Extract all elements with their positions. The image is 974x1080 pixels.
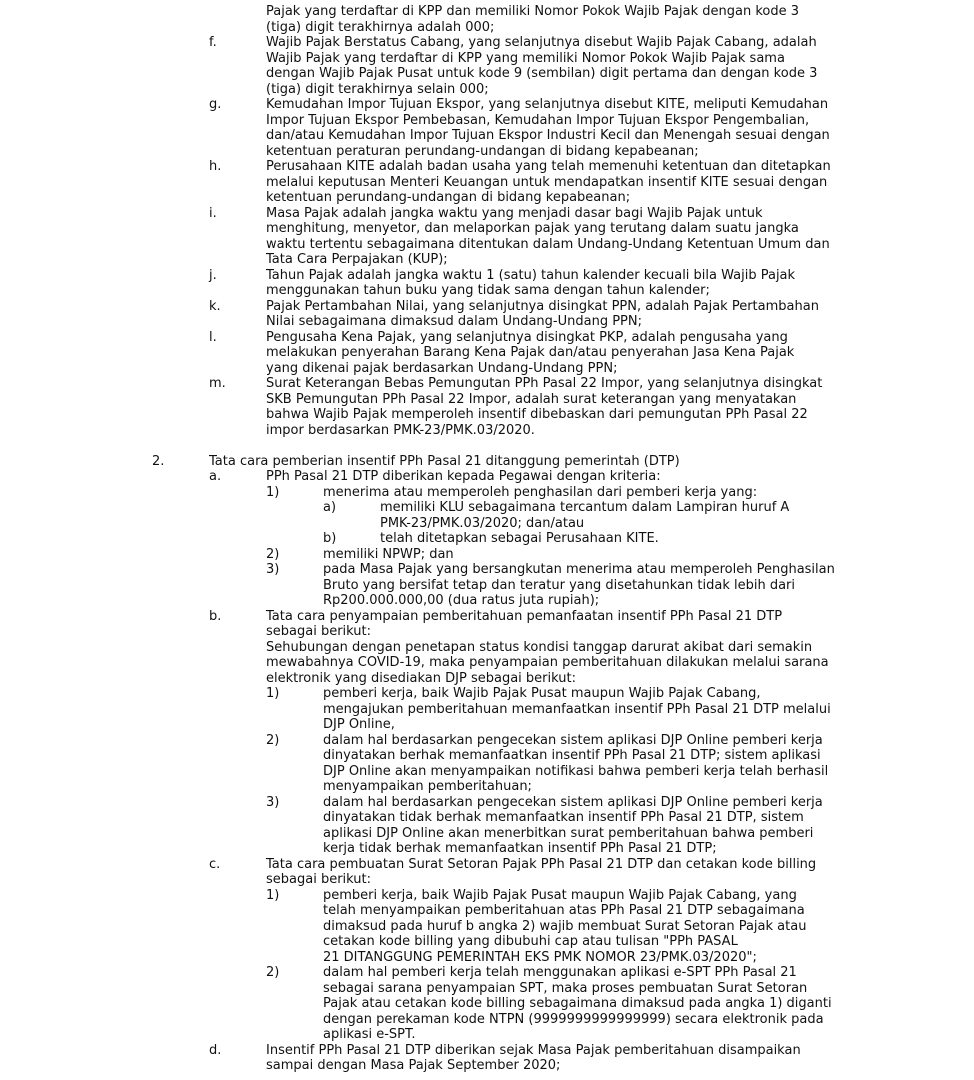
- list-item: [0, 888, 974, 966]
- text-line: DJP Online akan menyampaikan notifikasi bahwa pemberi kerja telah berhasil: [323, 763, 829, 779]
- text-line: SKB Pemungutan PPh Pasal 22 Impor, adalah surat keterangan yang menyatakan: [266, 391, 797, 407]
- text-line: DJP Online,: [323, 717, 395, 732]
- text-line: Tata Cara Perpajakan (KUP);: [266, 252, 448, 267]
- list-item: [0, 1043, 974, 1074]
- text-line: Sehubungan dengan penetapan status kondisi tanggap darurat akibat dari semakin: [266, 639, 813, 655]
- text-line: sebagai berikut:: [266, 872, 372, 887]
- item-lines: [266, 376, 974, 438]
- text-line: dengan Wajib Pajak Pusat untuk kode 9 (sembilan) digit pertama dan dengan kode 3: [266, 66, 818, 81]
- text-line: yang dikenai pajak berdasarkan Undang-Undang PPN;: [266, 360, 618, 376]
- text-line: pada Masa Pajak yang bersangkutan menerima atau memperoleh Penghasilan: [323, 562, 835, 577]
- text-line: Perusahaan KITE adalah badan usaha yang telah memenuhi ketentuan dan ditetapkan: [266, 159, 831, 174]
- list-item: [0, 609, 974, 687]
- item-lines: [266, 857, 974, 888]
- list-item: [0, 500, 974, 531]
- item-lines: [323, 965, 974, 1043]
- item-lines: [266, 4, 974, 35]
- text-line: cetakan kode billing yang dibubuhi cap atau tulisan "PPh PASAL: [323, 934, 738, 949]
- list-marker: d.: [209, 1042, 222, 1058]
- text-line: bahwa Wajib Pajak memperoleh insentif dibebaskan dari pemungutan PPh Pasal 22: [266, 407, 808, 422]
- text-line: menyampaikan pemberitahuan;: [323, 779, 532, 794]
- item-lines: [209, 454, 974, 470]
- list-item: [0, 35, 974, 97]
- text-line: menggunakan tahun buku yang tidak sama dengan tahun kalender;: [266, 283, 710, 298]
- item-lines: [380, 531, 974, 547]
- text-line: mengajukan pemberitahuan memanfaatkan insentif PPh Pasal 21 DTP melalui: [323, 701, 831, 717]
- text-line: telah ditetapkan sebagai Perusahaan KITE.: [380, 531, 659, 546]
- text-line: ketentuan perundang-undangan di bidang kepabeanan;: [266, 190, 631, 205]
- list-marker: c.: [209, 856, 221, 872]
- text-line: Masa Pajak adalah jangka waktu yang menjadi dasar bagi Wajib Pajak untuk: [266, 205, 763, 221]
- list-marker: f.: [209, 35, 217, 50]
- list-item: [0, 454, 974, 470]
- text-line: Wajib Pajak Berstatus Cabang, yang selanjutnya disebut Wajib Pajak Cabang, adalah: [266, 35, 817, 50]
- text-line: kerja tidak berhak memanfaatkan insentif PPh Pasal 21 DTP;: [323, 841, 717, 856]
- list-marker: 2): [266, 546, 280, 562]
- text-line: dalam hal pemberi kerja telah menggunakan aplikasi e-SPT PPh Pasal 21: [323, 965, 797, 980]
- list-item: [0, 562, 974, 609]
- item-lines: [323, 733, 974, 795]
- list-marker: 2): [266, 732, 280, 748]
- text-line: Tata cara pembuatan Surat Setoran Pajak PPh Pasal 21 DTP dan cetakan kode billing: [266, 856, 817, 872]
- item-lines: [323, 888, 974, 966]
- list-marker: 1): [266, 484, 280, 500]
- text-line: dan/atau Kemudahan Impor Tujuan Ekspor Industri Kecil dan Menengah sesuai dengan: [266, 128, 830, 143]
- item-lines: [323, 485, 974, 501]
- list-marker: 3): [266, 562, 280, 577]
- list-marker: a.: [209, 469, 222, 484]
- text-line: Nilai sebagaimana dimaksud dalam Undang-Undang PPN;: [266, 314, 642, 329]
- text-line: dalam hal berdasarkan pengecekan sistem aplikasi DJP Online pemberi kerja: [323, 732, 823, 748]
- item-lines: [266, 35, 974, 97]
- item-lines: [266, 1043, 974, 1074]
- item-lines: [323, 547, 974, 563]
- item-lines: [323, 562, 974, 609]
- item-lines: [323, 795, 974, 857]
- list-item: [0, 4, 974, 35]
- list-item: [0, 686, 974, 733]
- list-item: [0, 485, 974, 501]
- text-line: aplikasi DJP Online akan menerbitkan surat pemberitahuan bahwa pemberi: [323, 825, 814, 841]
- list-marker: 1): [266, 686, 280, 701]
- text-line: melalui keputusan Menteri Keuangan untuk mendapatkan insentif KITE sesuai dengan: [266, 174, 828, 190]
- item-lines: [266, 159, 974, 206]
- list-item: [0, 268, 974, 299]
- text-line: sampai dengan Masa Pajak September 2020;: [266, 1058, 561, 1073]
- text-line: Tahun Pajak adalah jangka waktu 1 (satu) tahun kalender kecuali bila Wajib Pajak: [266, 267, 796, 283]
- list-item: [0, 206, 974, 268]
- text-line: Pengusaha Kena Pajak, yang selanjutnya disingkat PKP, adalah pengusaha yang: [266, 329, 788, 345]
- text-line: mewabahnya COVID-19, maka penyampaian pemberitahuan dilakukan melalui sarana: [266, 655, 829, 670]
- item-lines: [266, 469, 974, 485]
- text-line: menerima atau memperoleh penghasilan dari pemberi kerja yang:: [323, 484, 758, 500]
- text-line: (tiga) digit terakhirnya adalah 000;: [266, 19, 495, 35]
- list-marker: b): [323, 531, 337, 546]
- list-marker: a): [323, 500, 337, 515]
- list-marker: m.: [209, 376, 226, 391]
- list-marker: i.: [209, 205, 217, 221]
- item-lines: [266, 206, 974, 268]
- list-item: [0, 159, 974, 206]
- text-line: Impor Tujuan Ekspor Pembebasan, Kemudahan Impor Tujuan Ekspor Pengembalian,: [266, 112, 810, 128]
- text-line: (tiga) digit terakhirnya selain 000;: [266, 81, 489, 97]
- list-item: [0, 97, 974, 159]
- text-line: Rp200.000.000,00 (dua ratus juta rupiah);: [323, 593, 600, 608]
- list-item: [0, 547, 974, 563]
- text-line: melakukan penyerahan Barang Kena Pajak dan/atau penyerahan Jasa Kena Pajak: [266, 345, 795, 360]
- item-lines: [266, 299, 974, 330]
- text-line: dalam hal berdasarkan pengecekan sistem aplikasi DJP Online pemberi kerja: [323, 794, 823, 810]
- list-item: [0, 965, 974, 1043]
- list-marker: g.: [209, 97, 222, 112]
- list-marker: b.: [209, 608, 222, 624]
- text-line: aplikasi e-SPT.: [323, 1027, 416, 1042]
- text-line: Pajak atau cetakan kode billing sebagaimana dimaksud pada angka 1) diganti: [323, 996, 832, 1011]
- list-item: [0, 299, 974, 330]
- list-item: [0, 733, 974, 795]
- text-line: dinyatakan tidak berhak memanfaatkan insentif PPh Pasal 21 DTP, sistem: [323, 810, 804, 825]
- text-line: waktu tertentu sebagaimana ditentukan dalam Undang-Undang Ketentuan Umum dan: [266, 236, 830, 252]
- list-item: [0, 795, 974, 857]
- list-marker: 2.: [152, 453, 165, 469]
- text-line: menghitung, menyetor, dan melaporkan pajak yang terutang dalam suatu jangka: [266, 221, 799, 236]
- text-line: memiliki KLU sebagaimana tercantum dalam Lampiran huruf A: [380, 500, 790, 515]
- text-line: Pajak Pertambahan Nilai, yang selanjutnya disingkat PPN, adalah Pajak Pertambahan: [266, 298, 819, 314]
- text-line: dinyatakan berhak memanfaatkan insentif PPh Pasal 21 DTP; sistem aplikasi: [323, 748, 821, 763]
- list-marker: 3): [266, 794, 280, 810]
- item-lines: [266, 268, 974, 299]
- text-line: pemberi kerja, baik Wajib Pajak Pusat maupun Wajib Pajak Cabang, yang: [323, 887, 797, 903]
- text-line: Wajib Pajak yang terdaftar di KPP yang memiliki Nomor Pokok Wajib Pajak sama: [266, 50, 785, 66]
- text-line: PPh Pasal 21 DTP diberikan kepada Pegawai dengan kriteria:: [266, 469, 661, 484]
- text-line: Insentif PPh Pasal 21 DTP diberikan sejak Masa Pajak pemberitahuan disampaikan: [266, 1042, 801, 1058]
- item-lines: [380, 500, 974, 531]
- text-line: ketentuan peraturan perundang-undangan di bidang kepabeanan;: [266, 143, 699, 159]
- text-line: Kemudahan Impor Tujuan Ekspor, yang selanjutnya disebut KITE, meliputi Kemudahan: [266, 97, 829, 112]
- text-line: Surat Keterangan Bebas Pemungutan PPh Pasal 22 Impor, yang selanjutnya disingkat: [266, 376, 823, 391]
- text-line: dimaksud pada huruf b angka 2) wajib membuat Surat Setoran Pajak atau: [323, 918, 807, 934]
- item-lines: [266, 330, 974, 377]
- text-line: pemberi kerja, baik Wajib Pajak Pusat maupun Wajib Pajak Cabang,: [323, 686, 761, 701]
- text-line: impor berdasarkan PMK-23/PMK.03/2020.: [266, 422, 535, 438]
- list-item: [0, 376, 974, 438]
- text-line: memiliki NPWP; dan: [323, 546, 454, 562]
- text-line: PMK-23/PMK.03/2020; dan/atau: [380, 515, 585, 531]
- text-line: Tata cara penyampaian pemberitahuan pemanfaatan insentif PPh Pasal 21 DTP: [266, 608, 783, 624]
- text-line: Pajak yang terdaftar di KPP dan memiliki Nomor Pokok Wajib Pajak dengan kode 3: [266, 4, 800, 19]
- list-marker: j.: [209, 267, 217, 283]
- text-line: telah menyampaikan pemberitahuan atas PPh Pasal 21 DTP sebagaimana: [323, 903, 805, 918]
- list-item: [0, 857, 974, 888]
- list-marker: l.: [209, 329, 217, 345]
- item-lines: [323, 686, 974, 733]
- list-marker: 2): [266, 965, 280, 980]
- text-line: sebagai sarana penyampaian SPT, maka proses pembuatan Surat Setoran: [323, 980, 808, 996]
- item-lines: [266, 609, 974, 687]
- list-item: [0, 469, 974, 485]
- text-line: sebagai berikut:: [266, 624, 372, 639]
- text-line: dengan perekaman kode NTPN (9999999999999999) secara elektronik pada: [323, 1011, 824, 1027]
- list-item: [0, 330, 974, 377]
- list-marker: h.: [209, 159, 222, 174]
- list-item: [0, 531, 974, 547]
- list-marker: 1): [266, 887, 280, 903]
- list-marker: k.: [209, 298, 221, 314]
- text-line: elektronik yang disediakan DJP sebagai berikut:: [266, 670, 576, 686]
- text-line: 21 DITANGGUNG PEMERINTAH EKS PMK NOMOR 23/PMK.03/2020";: [323, 949, 757, 965]
- item-lines: [266, 97, 974, 159]
- text-line: Tata cara pemberian insentif PPh Pasal 21 ditanggung pemerintah (DTP): [209, 453, 680, 469]
- text-line: Bruto yang bersifat tetap dan teratur yang disetahunkan tidak lebih dari: [323, 577, 796, 593]
